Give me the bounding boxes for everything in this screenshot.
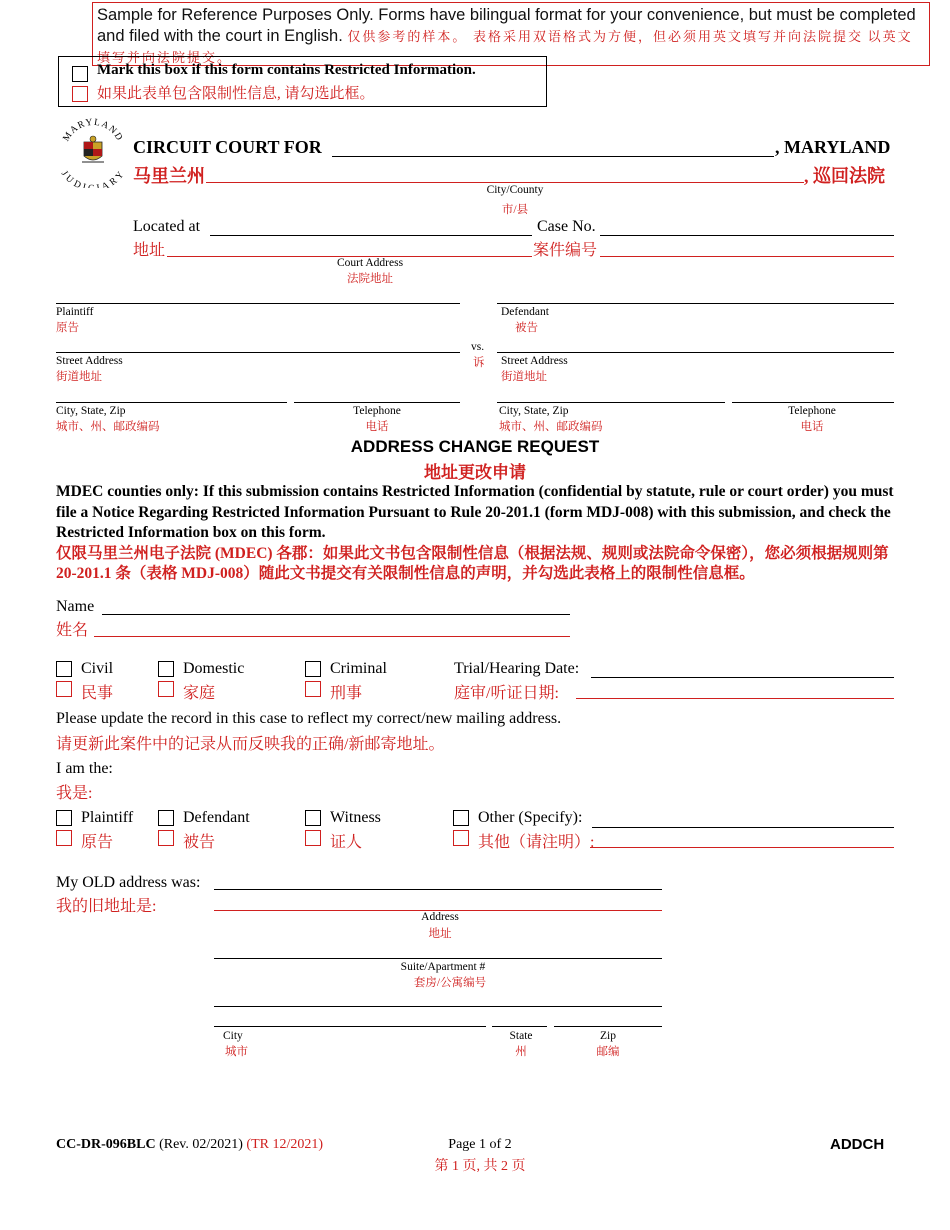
maryland-label: , MARYLAND — [775, 137, 891, 157]
criminal-label-zh: 刑事 — [330, 685, 363, 702]
suite-caption-zh: 套房/公寓编号 — [413, 977, 487, 989]
form-id — [56, 1137, 323, 1153]
defendant-role-label-zh: 被告 — [183, 834, 216, 851]
address-caption-zh: 地址 — [428, 928, 452, 940]
suite-line[interactable] — [214, 958, 662, 959]
plaintiff-street-line[interactable] — [56, 352, 460, 353]
defendant-csz-line[interactable] — [497, 402, 725, 403]
restricted-checkbox-zh[interactable] — [72, 86, 88, 102]
zip-caption: Zip — [600, 1030, 616, 1042]
city-county-line-zh[interactable] — [206, 182, 804, 183]
case-no-line-zh[interactable] — [600, 256, 894, 257]
defendant-csz-caption: City, State, Zip — [499, 405, 569, 417]
other-specify-line[interactable] — [592, 827, 894, 828]
plaintiff-role-label-zh: 原告 — [81, 834, 114, 851]
defendant-phone-caption-zh: 电话 — [800, 421, 824, 433]
name-line[interactable] — [102, 614, 570, 615]
state-line[interactable] — [492, 1026, 547, 1027]
defendant-street-caption-zh: 街道地址 — [501, 371, 547, 383]
city-caption: City — [223, 1030, 243, 1042]
restricted-label: Mark this box if this form contains Restricted Information. — [97, 62, 476, 78]
plaintiff-phone-caption: Telephone — [353, 405, 401, 417]
defendant-phone-caption: Telephone — [788, 405, 836, 417]
plaintiff-phone-line[interactable] — [294, 402, 460, 403]
banner-english: Sample for Reference Purposes Only. Forms have bilingual format for your convenience, but must be completed and filed with the court in English. — [97, 6, 916, 45]
city-county-caption-zh: 市/县 — [501, 204, 529, 216]
witness-role-label-zh: 证人 — [330, 834, 363, 851]
trial-date-line[interactable] — [591, 677, 894, 678]
i-am-label: I am the: — [56, 760, 113, 777]
zip-caption-zh: 邮编 — [596, 1046, 620, 1058]
case-no-label: Case No. — [537, 218, 596, 235]
circuit-court-label-zh: 马里兰州 — [133, 166, 205, 186]
form-code: ADDCH — [830, 1136, 885, 1153]
defendant-role-label: Defendant — [183, 809, 250, 826]
criminal-label: Criminal — [330, 660, 387, 677]
civil-label-zh: 民事 — [81, 685, 114, 702]
suite-caption: Suite/Apartment # — [400, 961, 486, 973]
circuit-court-label: CIRCUIT COURT FOR — [133, 137, 322, 157]
name-label: Name — [56, 598, 95, 615]
city-line[interactable] — [214, 1026, 486, 1027]
defendant-street-line[interactable] — [497, 352, 894, 353]
maryland-label-zh: , 巡回法院 — [804, 166, 885, 186]
domestic-label-zh: 家庭 — [183, 685, 216, 702]
plaintiff-csz-caption: City, State, Zip — [56, 405, 126, 417]
address-caption: Address — [421, 911, 459, 923]
defendant-role-checkbox[interactable] — [158, 810, 174, 826]
trial-date-label-zh: 庭审/听证日期: — [454, 685, 559, 702]
domestic-checkbox[interactable] — [158, 661, 174, 677]
form-title: ADDRESS CHANGE REQUEST — [350, 437, 600, 456]
update-statement: Please update the record in this case to reflect my correct/new mailing address. — [56, 710, 562, 727]
zip-line[interactable] — [554, 1026, 662, 1027]
page-number: Page 1 of 2 — [448, 1137, 512, 1152]
old-address-line-3[interactable] — [214, 1006, 662, 1007]
civil-label: Civil — [81, 660, 114, 677]
defendant-phone-line[interactable] — [732, 402, 894, 403]
form-title-zh: 地址更改申请 — [424, 463, 526, 482]
other-role-label-zh: 其他（请注明）: — [478, 834, 595, 851]
vs-label-zh: 诉 — [473, 357, 485, 369]
vs-label: vs. — [471, 341, 485, 353]
city-caption-zh: 城市 — [225, 1046, 248, 1058]
other-role-checkbox-zh[interactable] — [453, 830, 469, 846]
city-county-line[interactable] — [332, 156, 774, 157]
restricted-checkbox[interactable] — [72, 66, 88, 82]
mdec-notice-zh: 仅限马里兰州电子法院 (MDEC) 各郡：如果此文书包含限制性信息（根据法规、规则或法院命令保密），您必须根据规则第 20-201.1 条（表格 MDJ-008）随此文书提交有关限制性信息的声明，并勾选此表格上的限制性信息框。 — [56, 545, 889, 582]
defendant-csz-caption-zh: 城市、州、邮政编码 — [499, 421, 603, 433]
court-address-line[interactable] — [210, 235, 532, 236]
plaintiff-caption-zh: 原告 — [56, 322, 79, 334]
court-address-caption: Court Address — [336, 257, 404, 269]
plaintiff-street-caption: Street Address — [56, 355, 123, 367]
trial-date-label: Trial/Hearing Date: — [454, 660, 580, 677]
defendant-line[interactable] — [497, 303, 894, 304]
civil-checkbox[interactable] — [56, 661, 72, 677]
located-at-label-zh: 地址 — [133, 242, 166, 259]
defendant-caption-zh: 被告 — [515, 322, 538, 334]
defendant-role-checkbox-zh[interactable] — [158, 830, 174, 846]
trial-date-line-zh[interactable] — [576, 698, 894, 699]
update-statement-zh: 请更新此案件中的记录从而反映我的正确/新邮寄地址。 — [56, 736, 445, 753]
seal-bottom-text: JUDI ARY — [58, 169, 127, 188]
witness-role-label: Witness — [330, 809, 381, 826]
plaintiff-phone-caption-zh: 电话 — [365, 421, 389, 433]
svg-text:JUDICIARY — [59, 169, 127, 188]
court-address-caption-zh: 法院地址 — [347, 273, 393, 285]
form-translation-revision: (TR 12/2021) — [242, 1137, 324, 1152]
form-number: CC-DR-096BLC — [56, 1137, 156, 1152]
mdec-notice: MDEC counties only: If this submission contains Restricted Information (confidential by statute, rule or court order) you must file a Notice Regarding Restricted Information Pursuant to Rule 20-201.1 (form MDJ-008) with this submission, and check the Restricted Information box on this form. — [56, 483, 894, 541]
plaintiff-caption: Plaintiff — [56, 306, 94, 318]
criminal-checkbox-zh[interactable] — [305, 681, 321, 697]
other-specify-line-zh[interactable] — [590, 847, 894, 848]
plaintiff-csz-caption-zh: 城市、州、邮政编码 — [56, 421, 160, 433]
case-no-line[interactable] — [600, 235, 894, 236]
domestic-checkbox-zh[interactable] — [158, 681, 174, 697]
banner-chinese: 仅供参考的样本。 表格采用双语格式为方便，但必须用英文填写并向法院提交 — [347, 29, 864, 44]
state-caption: State — [509, 1030, 533, 1042]
name-label-zh: 姓名 — [56, 622, 89, 639]
page-number-zh: 第 1 页, 共 2 页 — [434, 1159, 526, 1174]
old-address-line[interactable] — [214, 889, 662, 890]
maryland-judiciary-seal — [58, 112, 128, 188]
plaintiff-line[interactable] — [56, 303, 460, 304]
coat-of-arms-icon — [82, 136, 104, 162]
plaintiff-street-caption-zh: 街道地址 — [56, 371, 102, 383]
city-county-caption: City/County — [486, 184, 544, 196]
name-line-zh[interactable] — [94, 636, 570, 637]
plaintiff-csz-line[interactable] — [56, 402, 287, 403]
plaintiff-role-checkbox[interactable] — [56, 810, 72, 826]
seal-top-text: MARYLAND — [61, 117, 125, 144]
state-caption-zh: 州 — [515, 1046, 527, 1058]
case-no-label-zh: 案件编号 — [533, 242, 598, 259]
banner-chinese-2: 以英文填写并向法院提交。 — [97, 29, 913, 65]
defendant-caption: Defendant — [501, 306, 549, 318]
i-am-label-zh: 我是: — [56, 785, 93, 802]
civil-checkbox-zh[interactable] — [56, 681, 72, 697]
located-at-label: Located at — [133, 218, 201, 235]
form-revision: (Rev. 02/2021) — [155, 1137, 243, 1152]
criminal-checkbox[interactable] — [305, 661, 321, 677]
witness-role-checkbox-zh[interactable] — [305, 830, 321, 846]
defendant-street-caption: Street Address — [501, 355, 568, 367]
plaintiff-role-label: Plaintiff — [81, 809, 134, 826]
old-address-label-zh: 我的旧地址是: — [56, 898, 157, 915]
other-role-checkbox[interactable] — [453, 810, 469, 826]
witness-role-checkbox[interactable] — [305, 810, 321, 826]
old-address-label: My OLD address was: — [56, 874, 201, 891]
domestic-label: Domestic — [183, 660, 245, 677]
restricted-label-zh: 如果此表单包含限制性信息, 请勾选此框。 — [97, 86, 375, 102]
other-role-label: Other (Specify): — [478, 809, 583, 826]
plaintiff-role-checkbox-zh[interactable] — [56, 830, 72, 846]
